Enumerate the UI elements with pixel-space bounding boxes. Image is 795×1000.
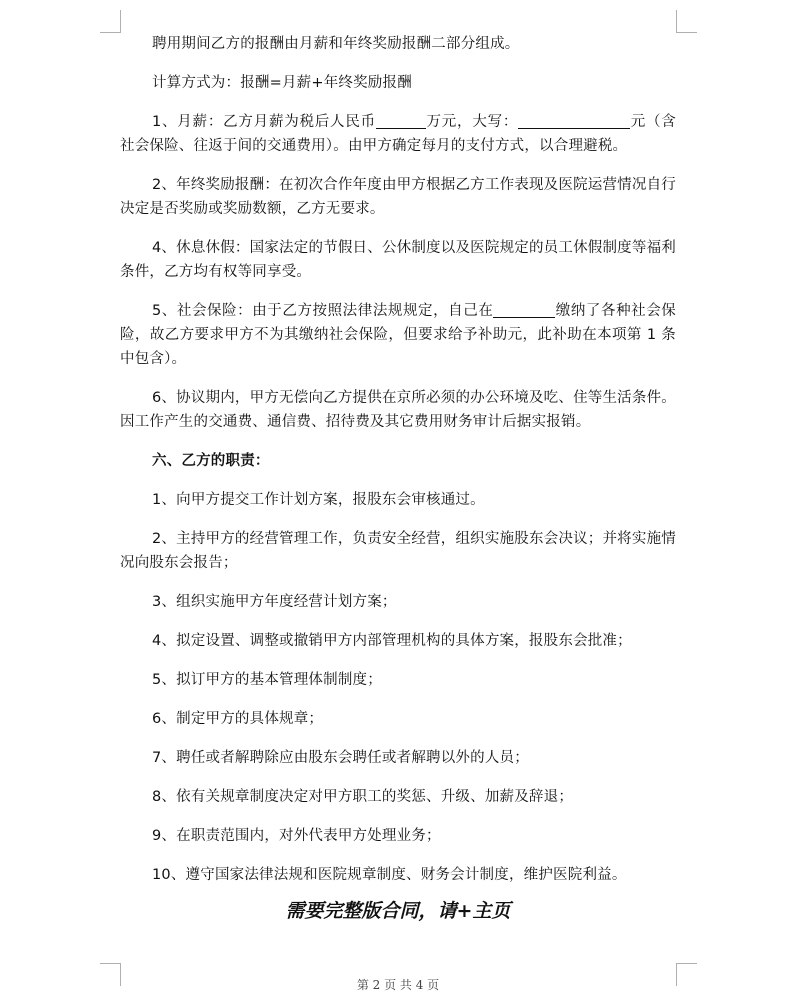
paragraph-calculation-method: 计算方式为：报酬=月薪+年终奖励报酬 [152, 75, 412, 91]
duty-item: 6、制定甲方的具体规章； [152, 711, 324, 727]
paragraph-social-insurance: 5、社会保险：由于乙方按照法律法规规定，自己在 缴纳了各种社会保险，故乙方要求甲方不为其缴纳社会保险，但要求给予补助元，此补助在本项第 1 条中包含）。 [120, 303, 676, 367]
corner-mark-bottom-left [100, 963, 121, 986]
duty-item: 10、遵守国家法律法规和医院规章制度、财务会计制度，维护医院利益。 [152, 867, 627, 883]
duty-item: 8、依有关规章制度决定对甲方职工的奖惩、升级、加薪及辞退； [152, 789, 574, 805]
paragraph-annual-bonus: 2、年终奖励报酬：在初次合作年度由甲方根据乙方工作表现及医院运营情况自行决定是否奖励或奖励数额，乙方无要求。 [120, 177, 676, 217]
corner-mark-bottom-right [676, 963, 697, 986]
duty-item: 5、拟订甲方的基本管理体制制度； [152, 672, 382, 688]
duty-item: 7、聘任或者解聘除应由股东会聘任或者解聘以外的人员； [152, 750, 529, 766]
section-heading-duties: 六、乙方的职责： [152, 452, 270, 469]
duty-item: 2、主持甲方的经营管理工作，负责安全经营，组织实施股东会决议；并将实施情况向股东会报告； [120, 531, 676, 571]
document-body [120, 32, 676, 902]
promo-note: 需要完整版合同，请+主页 [285, 900, 511, 922]
paragraph-monthly-salary: 1、月薪：乙方月薪为税后人民币 万元，大写： 元（含社会保险、往返于间的交通费用）。由甲方确定每月的支付方式，以合理避税。 [120, 114, 676, 154]
duty-item: 4、拟定设置、调整或撤销甲方内部管理机构的具体方案，报股东会批准； [152, 633, 632, 649]
blank-salary-amount [376, 112, 426, 129]
corner-mark-top-left [100, 10, 121, 33]
paragraph-living-conditions: 6、协议期内，甲方无偿向乙方提供在京所必须的办公环境及吃、住等生活条件。因工作产生的交通费、通信费、招待费及其它费用财务审计后据实报销。 [120, 390, 676, 430]
page-number: 第 2 页 共 4 页 [356, 978, 440, 992]
blank-salary-in-words [518, 112, 630, 129]
duty-item: 3、组织实施甲方年度经营计划方案； [152, 594, 397, 610]
blank-insurance-location [493, 301, 555, 318]
paragraph-leave: 4、休息休假：国家法定的节假日、公休制度以及医院规定的员工休假制度等福利条件，乙方均有权等同享受。 [120, 240, 676, 280]
duty-item: 1、向甲方提交工作计划方案，报股东会审核通过。 [152, 492, 485, 508]
duty-item: 9、在职责范围内，对外代表甲方处理业务； [152, 828, 441, 844]
paragraph-pay-composition: 聘用期间乙方的报酬由月薪和年终奖励报酬二部分组成。 [152, 36, 520, 52]
corner-mark-top-right [676, 10, 697, 33]
